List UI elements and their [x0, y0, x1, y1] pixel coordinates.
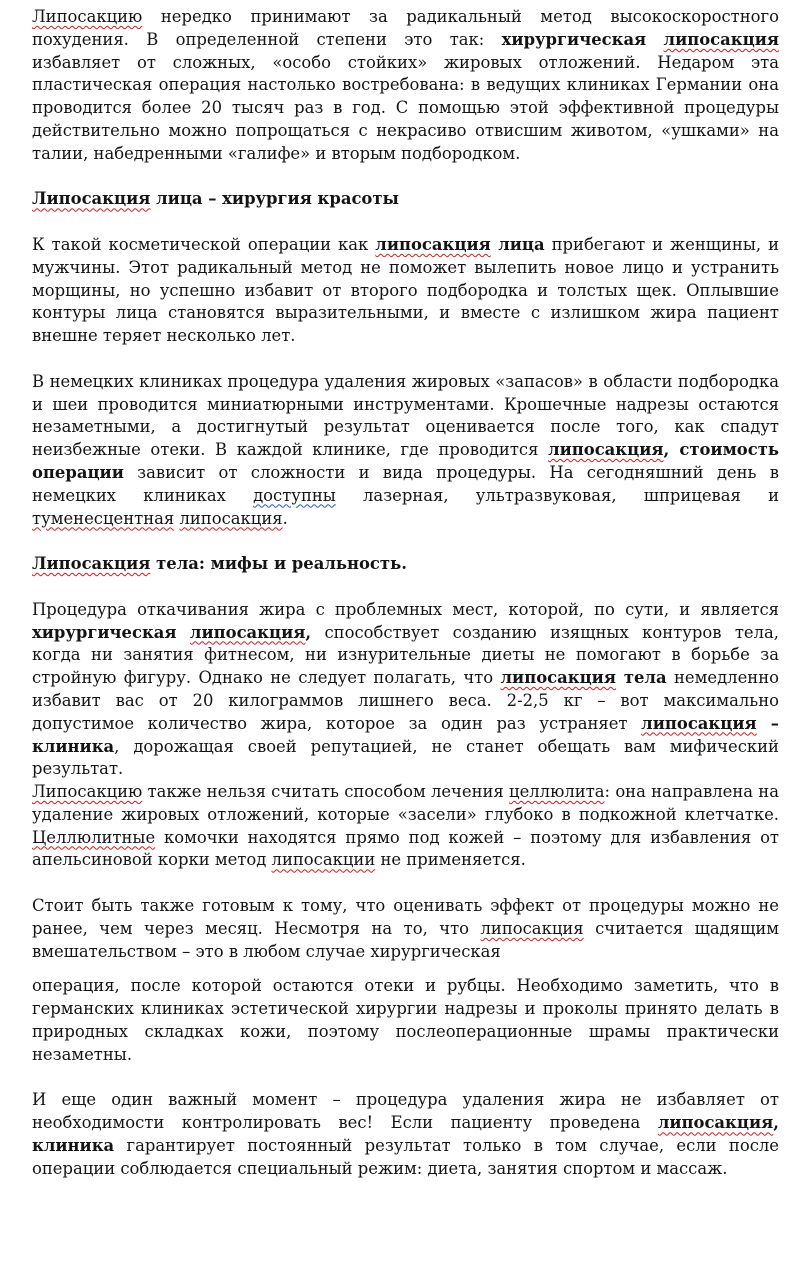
paragraph-face-1 [32, 234, 779, 348]
paragraph-gap [32, 348, 779, 371]
paragraph-final [32, 1089, 779, 1180]
text-run: избавляет от сложных, «особо стойких» жировых отложений. Недаром эта пластическая операция настолько востребована: в ведущих клиниках Германии она проводится более 20 тысяч раз в год. С помощью этой эффективной процедуры действительно можно попрощаться с некрасиво отвисшим животом, «ушками» на талии, набедренными «галифе» и вторым подбородком. [32, 52, 779, 163]
bold-keyword: , клиника [32, 1113, 779, 1156]
text-run: гарантирует постоянный результат только в том случае, если после операции соблюдается специальный режим: диета, занятия спортом и массаж. [32, 1136, 779, 1178]
misspelled-word: липосакция [179, 508, 283, 528]
text-run: лазерная, ультразвуковая, шприцевая и [335, 485, 780, 505]
text-run: Процедура откачивания жира с проблемных мест, которой, по сути, и является [32, 599, 779, 619]
bold-keyword: , [305, 622, 312, 642]
text-run: зависит от сложности и вида процедуры. На сегодняшний день в немецких клиниках [32, 462, 779, 505]
bold-keyword: липосакция [548, 440, 664, 460]
bold-keyword: лица [490, 234, 545, 254]
paragraph-body-1 [32, 599, 779, 781]
paragraph-gap [32, 166, 779, 189]
text-run: прибегают и женщины, и мужчины. Этот радикальный метод не поможет вылепить новое лицо и устранить морщины, но успешно избавит от второго подбородка и толстых щек. Оплывшие контуры лица становятся выразительными, и вместе с излишком жира пациент внешне теряет несколько лет. [32, 234, 779, 346]
misspelled-word: Липосакцию [32, 782, 143, 802]
text-run: считается щадящим вмешательством – это в любом случае хирургическая [32, 918, 779, 961]
paragraph-face-2 [32, 371, 779, 531]
bold-keyword: липосакция [375, 234, 491, 254]
text-run: также нельзя считать способом лечения [142, 782, 510, 802]
bold-keyword: – клиника [32, 713, 779, 756]
grammar-flagged-word: доступны [253, 485, 336, 505]
bold-keyword: хирургическая [501, 29, 647, 49]
text-run: способствует созданию изящных контуров тела, когда ни занятия фитнесом, ни изнурительные диеты не помогают в борьбе за стройную фигуру. Однако не следует полагать, что [32, 622, 779, 688]
bold-keyword: липосакция [657, 1113, 774, 1133]
text-run: нередко принимают за радикальный метод высокоскоростного похудения. В определенной степени это так: [32, 7, 779, 49]
document-page [32, 6, 779, 1181]
text-run [177, 623, 190, 642]
bold-keyword: тела [615, 668, 667, 688]
text-run: И еще один важный момент – процедура удаления жира не избавляет от необходимости контролировать вес! Если пациенту проведена [32, 1090, 779, 1133]
bold-keyword: липосакция [641, 713, 757, 733]
section-heading-face [32, 188, 779, 211]
text-run: . [282, 508, 288, 528]
text-run: : она направлена на удаление жировых отложений, которые «засели» глубоко в подкожной клетчатке. [32, 782, 779, 824]
paragraph-gap [32, 576, 779, 599]
page-break-gap [32, 963, 779, 975]
misspelled-word: липосакции [271, 850, 376, 870]
paragraph-body-2 [32, 781, 779, 872]
paragraph-gap [32, 872, 779, 895]
text-run: К такой косметической операции как [32, 234, 376, 254]
text-run: не применяется. [375, 850, 526, 870]
paragraph-body-3b [32, 975, 779, 1066]
misspelled-word: Липосакцию [32, 7, 143, 26]
bold-keyword: липосакция [663, 29, 779, 49]
paragraph-body-3a [32, 895, 779, 963]
paragraph-intro [32, 6, 779, 166]
text-run: лица – хирургия красоты [150, 189, 399, 209]
text-run: комочки находятся прямо под кожей – поэтому для избавления от апельсиновой корки метод [32, 827, 779, 870]
paragraph-gap [32, 530, 779, 553]
text-run: тела: мифы и реальность. [150, 554, 407, 574]
misspelled-word: Липосакция [32, 554, 151, 574]
text-run: , дорожащая своей репутацией, не станет обещать вам мифический результат. [32, 736, 779, 779]
bold-keyword: , стоимость операции [32, 440, 779, 482]
misspelled-word: туменесцентная [32, 508, 175, 528]
bold-keyword: хирургическая [32, 622, 177, 642]
text-run: операция, после которой остаются отеки и рубцы. Необходимо заметить, что в германских клиниках эстетической хирургии надрезы и проколы принято делать в природных складках кожи, поэтому послеоперационные шрамы практически незаметны. [32, 976, 779, 1064]
paragraph-gap [32, 1067, 779, 1090]
text-run [646, 30, 663, 49]
misspelled-word: Целлюлитные [32, 827, 156, 847]
misspelled-word: Липосакция [32, 189, 151, 209]
section-heading-body [32, 553, 779, 576]
misspelled-word: целлюлита [509, 782, 605, 802]
bold-keyword: липосакция [189, 622, 306, 642]
text-run: В немецких клиниках процедура удаления жировых «запасов» в области подбородка и шеи проводится миниатюрными инструментами. Крошечные надрезы остаются незаметными, а достигнутый результат оценивается после того, как спадут неизбежные отеки. В каждой клинике, где проводится [32, 371, 779, 460]
text-run: немедленно избавит вас от 20 килограммов лишнего веса. 2-2,5 кг – вот максимально допустимое количество жира, которое за один раз устраняет [32, 668, 779, 733]
paragraph-gap [32, 211, 779, 234]
text-run: Стоит быть также готовым к тому, что оценивать эффект от процедуры можно не ранее, чем через месяц. Несмотря на то, что [32, 896, 779, 938]
misspelled-word: липосакция [480, 918, 584, 938]
bold-keyword: липосакция [500, 668, 616, 688]
